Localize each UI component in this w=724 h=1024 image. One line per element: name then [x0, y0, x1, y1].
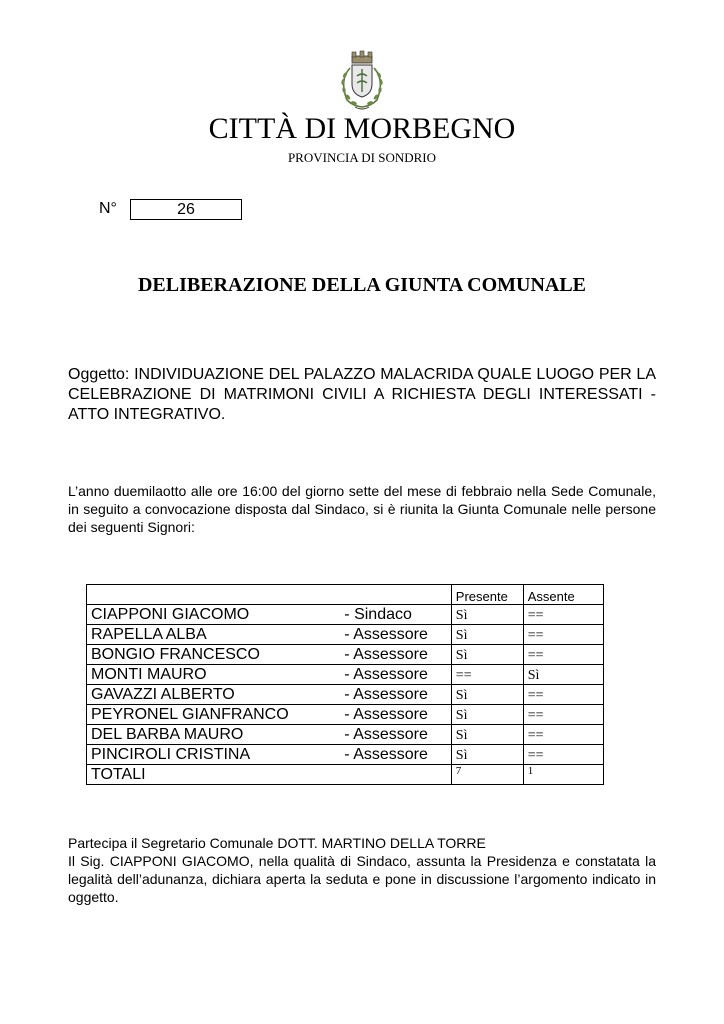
member-role: - Assessore	[340, 645, 451, 665]
member-name: PINCIROLI CRISTINA	[87, 745, 341, 765]
absent-value: ==	[523, 685, 603, 705]
member-role: - Assessore	[340, 685, 451, 705]
totals-row	[87, 765, 604, 785]
number-label: N°	[99, 200, 117, 217]
member-name: BONGIO FRANCESCO	[87, 645, 341, 665]
member-name: MONTI MAURO	[87, 665, 341, 685]
table-row	[87, 685, 604, 705]
member-role: - Assessore	[340, 665, 451, 685]
member-name: GAVAZZI ALBERTO	[87, 685, 341, 705]
header-absent: Assente	[523, 585, 603, 605]
member-name: CIAPPONI GIACOMO	[87, 605, 341, 625]
present-value: Sì	[451, 625, 523, 645]
city-crest-icon	[333, 50, 391, 112]
table-row	[87, 605, 604, 625]
member-role: - Assessore	[340, 745, 451, 765]
member-name: PEYRONEL GIANFRANCO	[87, 705, 341, 725]
header-present: Presente	[451, 585, 523, 605]
totals-label: TOTALI	[87, 765, 341, 785]
city-name: CITTÀ DI MORBEGNO	[208, 112, 516, 145]
absent-value: ==	[523, 725, 603, 745]
table-row	[87, 645, 604, 665]
absent-value: ==	[523, 625, 603, 645]
closing-section	[68, 834, 656, 906]
present-value: Sì	[451, 685, 523, 705]
present-value: Sì	[451, 745, 523, 765]
totals-blank	[340, 765, 451, 785]
subject-paragraph: Oggetto: INDIVIDUAZIONE DEL PALAZZO MALACRIDA QUALE LUOGO PER LA CELEBRAZIONE DI MATRIMONI CIVILI A RICHIESTA DEGLI INTERESSATI - ATTO INTEGRATIVO.	[68, 366, 656, 423]
member-name: RAPELLA ALBA	[87, 625, 341, 645]
present-value: Sì	[451, 705, 523, 725]
table-row	[87, 665, 604, 685]
table-row	[87, 725, 604, 745]
table-header-row	[87, 585, 604, 605]
totals-absent: 1	[523, 765, 603, 785]
present-value: ==	[451, 665, 523, 685]
document-title: DELIBERAZIONE DELLA GIUNTA COMUNALE	[137, 274, 587, 296]
secretary-line: Partecipa il Segretario Comunale DOTT. MARTINO DELLA TORRE	[68, 835, 486, 851]
table-row	[87, 745, 604, 765]
deliberation-number: 26	[130, 199, 242, 220]
member-role: - Sindaco	[340, 605, 451, 625]
present-value: Sì	[451, 645, 523, 665]
member-role: - Assessore	[340, 705, 451, 725]
attendance-table	[86, 584, 604, 785]
member-role: - Assessore	[340, 725, 451, 745]
table-row	[87, 705, 604, 725]
member-role: - Assessore	[340, 625, 451, 645]
presidency-paragraph: Il Sig. CIAPPONI GIACOMO, nella qualità di Sindaco, assunta la Presidenza e constatata la legalità dell’adunanza, dichiara aperta la seduta e pone in discussione l’argomento indicato in oggetto.	[68, 853, 656, 905]
totals-present: 7	[451, 765, 523, 785]
member-name: DEL BARBA MAURO	[87, 725, 341, 745]
header-blank	[87, 585, 341, 605]
absent-value: Sì	[523, 665, 603, 685]
intro-paragraph: L’anno duemilaotto alle ore 16:00 del giorno sette del mese di febbraio nella Sede Comunale, in seguito a convocazione disposta dal Sindaco, si è riunita la Giunta Comunale nelle persone dei seguenti Signori:	[68, 483, 656, 535]
absent-value: ==	[523, 645, 603, 665]
absent-value: ==	[523, 605, 603, 625]
header-blank	[340, 585, 451, 605]
table-row	[87, 625, 604, 645]
absent-value: ==	[523, 705, 603, 725]
province-name: PROVINCIA DI SONDRIO	[287, 150, 437, 165]
present-value: Sì	[451, 605, 523, 625]
absent-value: ==	[523, 745, 603, 765]
present-value: Sì	[451, 725, 523, 745]
